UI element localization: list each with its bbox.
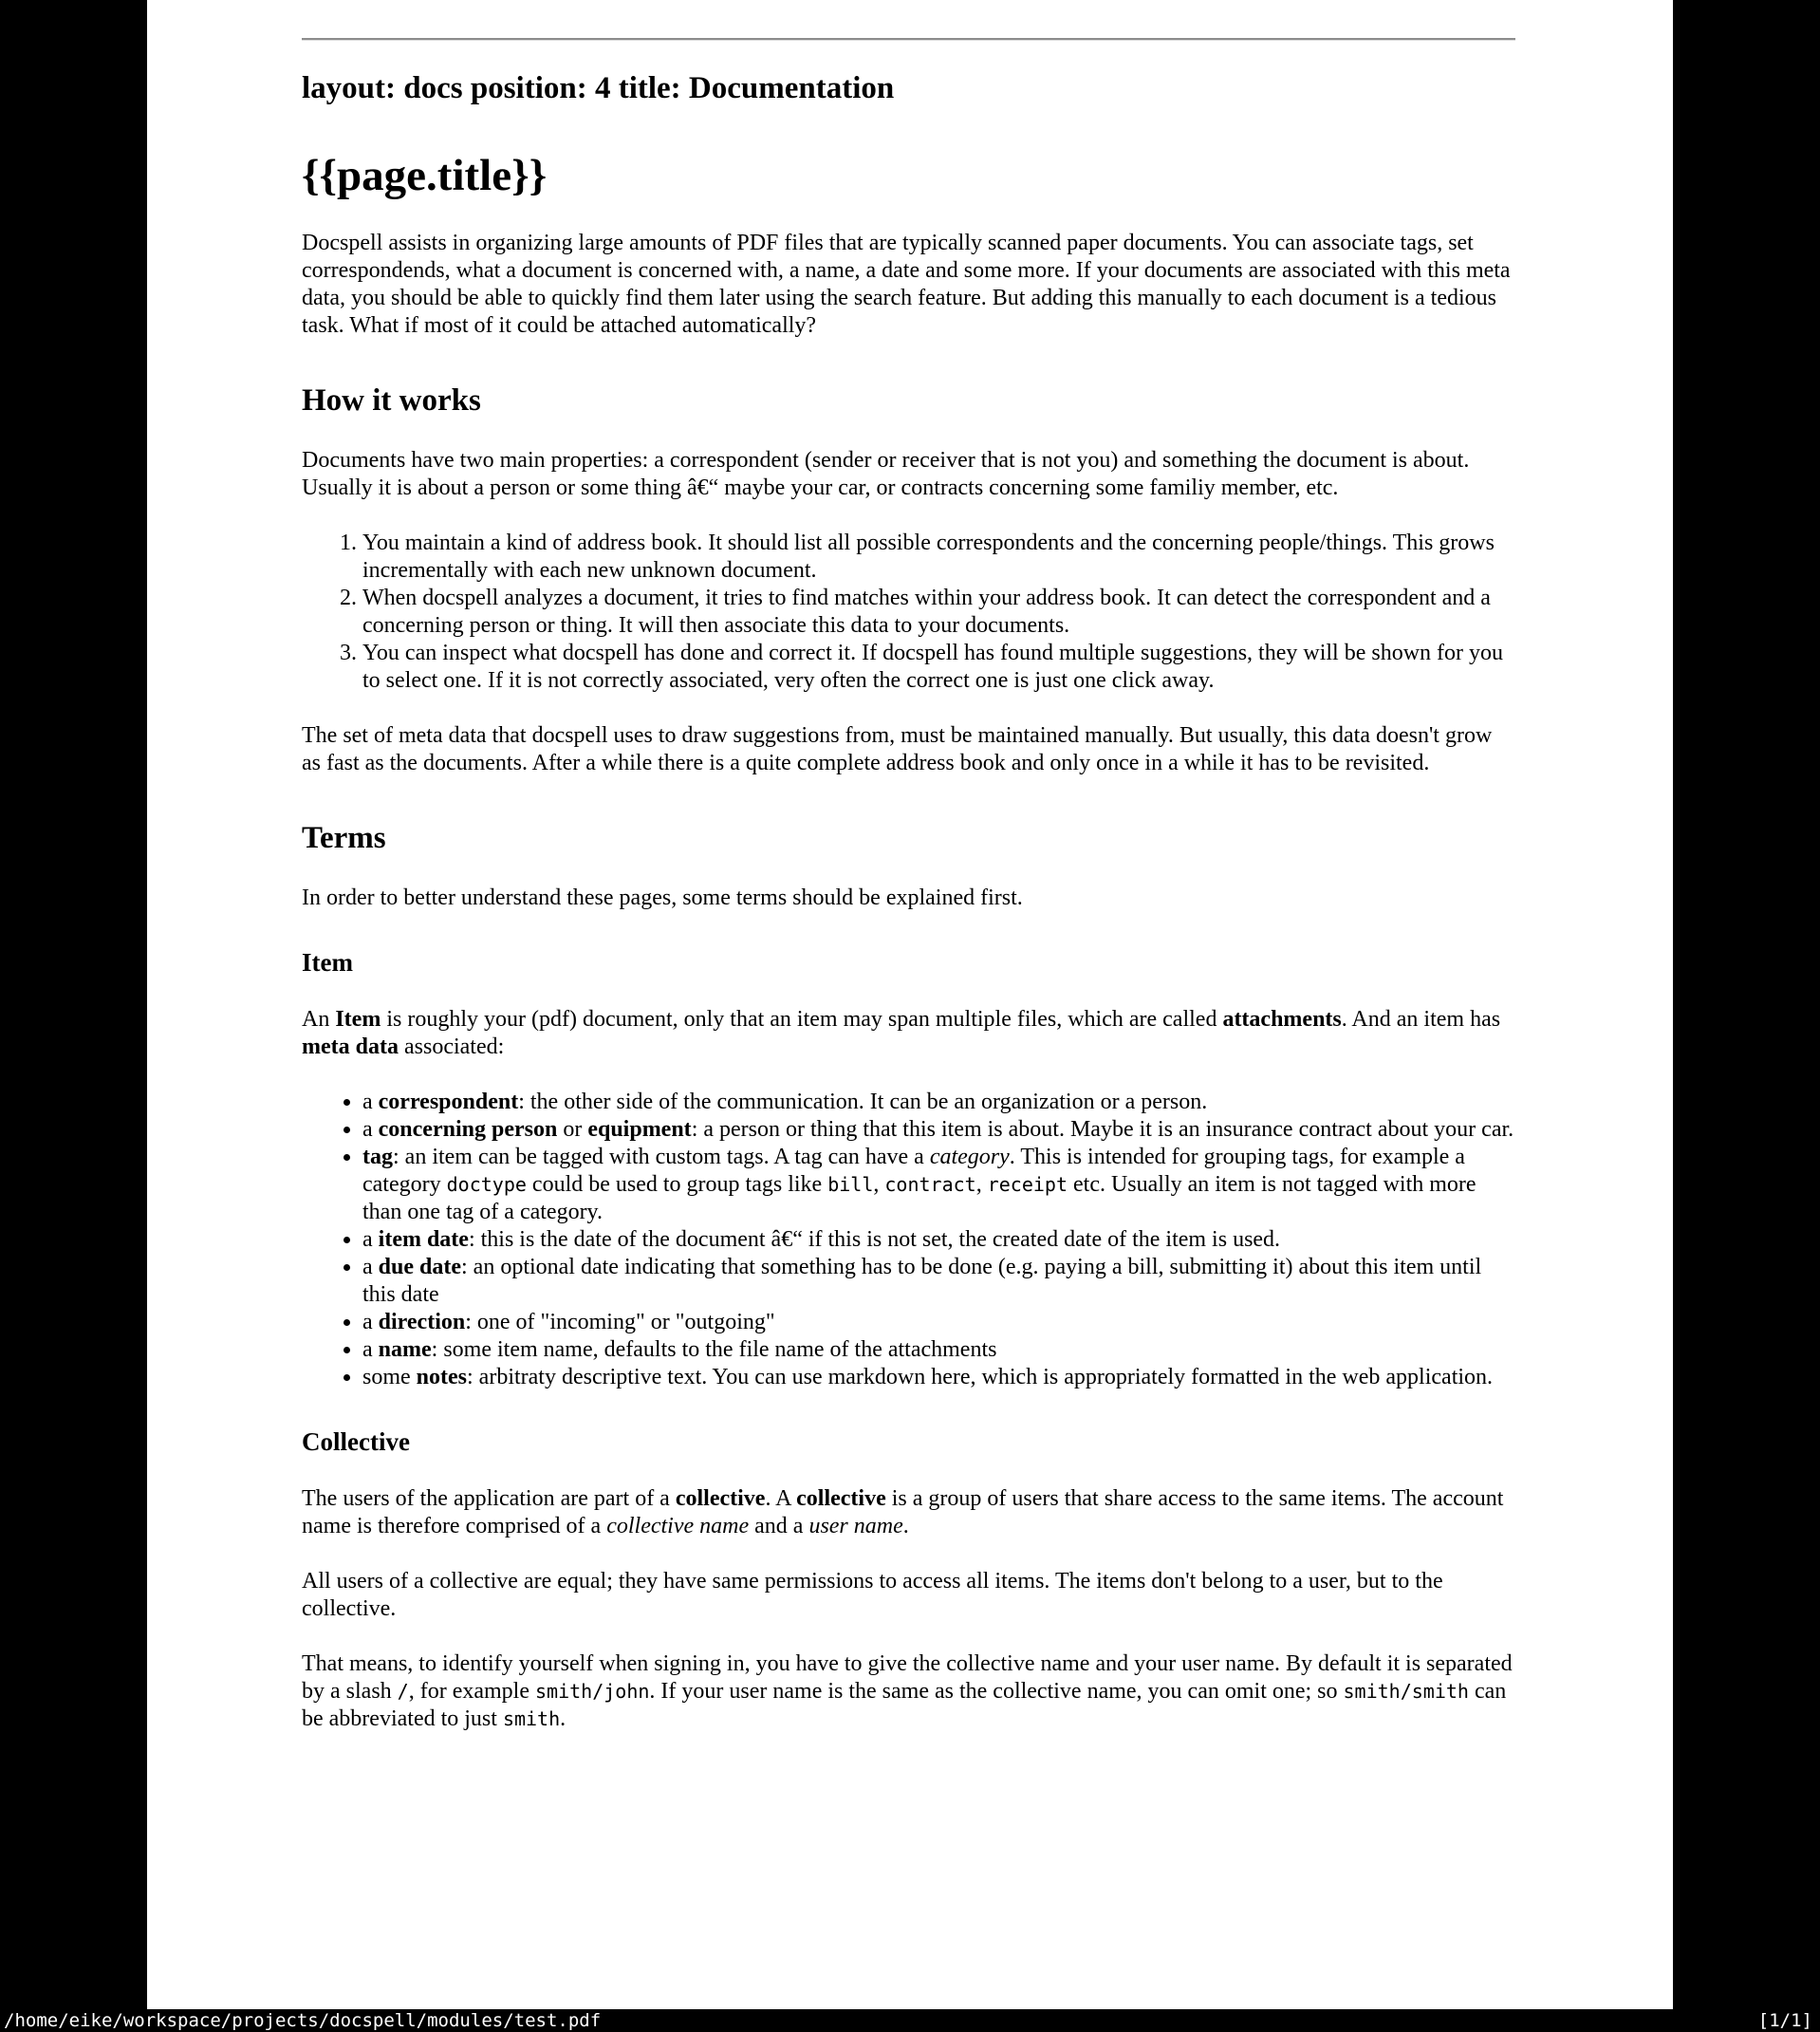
italic-text: category bbox=[929, 1145, 1010, 1169]
list-item bbox=[362, 530, 1515, 585]
italic-text: user name bbox=[808, 1514, 903, 1538]
inline-code: receipt bbox=[987, 1173, 1068, 1196]
page-title: {{page.title}} bbox=[302, 151, 548, 200]
text-run: : the other side of the communication. It can be an organization or a person. bbox=[518, 1090, 1208, 1114]
bold-text: Item bbox=[335, 1007, 381, 1032]
pdf-page bbox=[147, 0, 1673, 2009]
inline-code: smith/john bbox=[534, 1680, 650, 1703]
numbered-list bbox=[302, 530, 1515, 695]
text-run: , for example bbox=[408, 1679, 535, 1704]
text-run: associated: bbox=[398, 1035, 505, 1059]
text-run: . bbox=[902, 1514, 909, 1538]
inline-code: doctype bbox=[446, 1173, 527, 1196]
text-run: , bbox=[873, 1172, 885, 1197]
list-item bbox=[362, 1144, 1515, 1226]
text-run: : one of "incoming" or "outgoing" bbox=[465, 1310, 775, 1334]
bold-text: direction bbox=[378, 1310, 466, 1334]
bold-text: meta data bbox=[302, 1035, 399, 1059]
section-heading: layout: docs position: 4 title: Documentation bbox=[302, 71, 895, 105]
list-item bbox=[362, 1089, 1515, 1116]
subsection-heading: Item bbox=[302, 948, 353, 977]
text-run: : a person or thing that this item is about. Maybe it is an insurance contract about your car. bbox=[691, 1117, 1514, 1142]
text-run: , bbox=[975, 1172, 988, 1197]
text-run: An bbox=[302, 1007, 336, 1032]
list-item bbox=[362, 1254, 1515, 1309]
inline-code: bill bbox=[827, 1173, 874, 1196]
text-run: All users of a collective are equal; they have same permissions to access all items. The items don't belong to a user, but to the collective. bbox=[302, 1569, 1443, 1621]
page-indicator: [1/1] bbox=[1757, 2010, 1812, 2031]
text-run: a bbox=[362, 1090, 379, 1114]
text-run: : arbitraty descriptive text. You can use markdown here, which is appropriately formatted in the web application. bbox=[467, 1365, 1494, 1389]
paragraph bbox=[302, 1485, 1515, 1540]
text-run: . If your user name is the same as the collective name, you can omit one; so bbox=[649, 1679, 1344, 1704]
text-run: is a group of users that share access to the same items. The account name is therefore comprised of a bbox=[302, 1486, 1504, 1538]
bold-text: attachments bbox=[1222, 1007, 1342, 1032]
text-run: . A bbox=[765, 1486, 797, 1511]
paragraph bbox=[302, 722, 1515, 777]
text-run: could be used to group tags like bbox=[526, 1172, 828, 1197]
text-run: Documents have two main properties: a correspondent (sender or receiver that is not you) and something the document is about. Usually it is about a person or some thing â€“ maybe your car, or contracts concerning some familiy member, etc. bbox=[302, 448, 1470, 500]
text-run: a bbox=[362, 1255, 379, 1279]
bold-text: item date bbox=[378, 1227, 469, 1252]
text-run: When docspell analyzes a document, it tries to find matches within your address book. It can detect the correspondent and a concerning person or thing. It will then associate this data to your documents. bbox=[362, 586, 1491, 638]
text-run: : some item name, defaults to the file name of the attachments bbox=[431, 1337, 997, 1362]
bold-text: equipment bbox=[587, 1117, 692, 1142]
paragraph bbox=[302, 1006, 1515, 1061]
text-run: : an item can be tagged with custom tags. A tag can have a bbox=[393, 1145, 930, 1169]
text-run: In order to better understand these pages, some terms should be explained first. bbox=[302, 886, 1023, 910]
document-content bbox=[302, 38, 1515, 1733]
status-bar bbox=[0, 2009, 1820, 2032]
section-heading: How it works bbox=[302, 383, 481, 418]
list-item bbox=[362, 640, 1515, 695]
inline-code: smith/smith bbox=[1343, 1680, 1469, 1703]
text-run: . This is intended for grouping tags, for example a category bbox=[362, 1145, 1465, 1197]
text-run: or bbox=[557, 1117, 588, 1142]
inline-code: contract bbox=[884, 1173, 976, 1196]
paragraph bbox=[302, 447, 1515, 502]
text-run: . And an item has bbox=[1341, 1007, 1501, 1032]
text-run: : an optional date indicating that something has to be done (e.g. paying a bill, submitting it) about this item until this date bbox=[362, 1255, 1482, 1307]
bold-text: collective bbox=[796, 1486, 886, 1511]
text-run: etc. Usually an item is not tagged with more than one tag of a category. bbox=[362, 1172, 1476, 1224]
text-run: Docspell assists in organizing large amounts of PDF files that are typically scanned paper documents. You can associate tags, set correspondends, what a document is concerned with, a name, a date and some more. If your documents are associated with this meta data, you should be able to quickly find them later using the search feature. But adding this manually to each document is a tedious task. What if most of it could be attached automatically? bbox=[302, 231, 1511, 338]
list-item bbox=[362, 1336, 1515, 1364]
list-item bbox=[362, 585, 1515, 640]
file-path: /home/eike/workspace/projects/docspell/modules/test.pdf bbox=[4, 2010, 602, 2031]
text-run: is roughly your (pdf) document, only that an item may span multiple files, which are called bbox=[381, 1007, 1223, 1032]
text-run: That means, to identify yourself when signing in, you have to give the collective name and your user name. By default it is separated by a slash bbox=[302, 1651, 1513, 1704]
bold-text: name bbox=[378, 1337, 432, 1362]
frontmatter-rule bbox=[302, 38, 1515, 41]
text-run: and a bbox=[749, 1514, 809, 1538]
bold-text: correspondent bbox=[378, 1090, 519, 1114]
bold-text: tag bbox=[362, 1145, 393, 1169]
text-run: some bbox=[362, 1365, 417, 1389]
paragraph bbox=[302, 1568, 1515, 1623]
section-heading: Terms bbox=[302, 821, 386, 855]
text-run: a bbox=[362, 1227, 379, 1252]
bold-text: concerning person bbox=[378, 1117, 558, 1142]
list-item bbox=[362, 1226, 1515, 1254]
paragraph bbox=[302, 1650, 1515, 1733]
text-run: : this is the date of the document â€“ if this is not set, the created date of the item is used. bbox=[468, 1227, 1281, 1252]
paragraph bbox=[302, 885, 1515, 912]
list-item bbox=[362, 1309, 1515, 1336]
inline-code: smith bbox=[502, 1707, 561, 1730]
text-run: a bbox=[362, 1310, 379, 1334]
text-run: a bbox=[362, 1117, 379, 1142]
italic-text: collective name bbox=[606, 1514, 750, 1538]
paragraph bbox=[302, 230, 1515, 340]
text-run: The users of the application are part of a bbox=[302, 1486, 676, 1511]
inline-code: / bbox=[397, 1680, 409, 1703]
text-run: can be abbreviated to just bbox=[302, 1679, 1507, 1731]
text-run: a bbox=[362, 1337, 379, 1362]
bullet-list bbox=[302, 1089, 1515, 1391]
text-run: The set of meta data that docspell uses to draw suggestions from, must be maintained manually. But usually, this data doesn't grow as fast as the documents. After a while there is a quite complete address book and only once in a while it has to be revisited. bbox=[302, 723, 1493, 775]
list-item bbox=[362, 1364, 1515, 1391]
subsection-heading: Collective bbox=[302, 1427, 410, 1456]
bold-text: due date bbox=[378, 1255, 461, 1279]
text-run: . bbox=[560, 1706, 566, 1731]
bold-text: notes bbox=[416, 1365, 468, 1389]
list-item bbox=[362, 1116, 1515, 1144]
text-run: You can inspect what docspell has done and correct it. If docspell has found multiple suggestions, they will be shown for you to select one. If it is not correctly associated, very often the correct one is just one click away. bbox=[362, 641, 1504, 693]
text-run: You maintain a kind of address book. It should list all possible correspondents and the concerning people/things. This grows incrementally with each new unknown document. bbox=[362, 531, 1495, 583]
bold-text: collective bbox=[675, 1486, 766, 1511]
